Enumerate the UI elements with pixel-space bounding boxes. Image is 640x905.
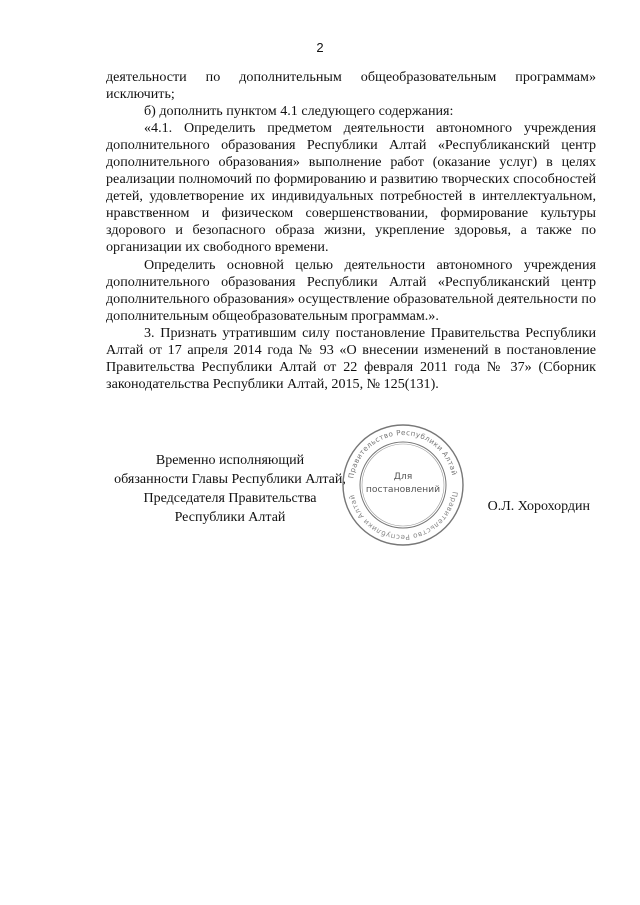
seal-inner-text: постановлений [365, 484, 441, 495]
signatory-title-line: обязанности Главы Республики Алтай, [114, 472, 346, 487]
paragraph: «4.1. Определить предметом деятельности автономного учреждения дополнительного образования Республики Алтай «Республиканский центр дополнительного образования» выполнение работ (оказание услуг) в целях реализации полномочий по формированию и развитию творческих способностей детей, удовлетворение их индивидуальных потребностей в интеллектуальном, нравственном и физическом совершенствовании, формирование культуры здорового и безопасного образа жизни, укрепление здоровья, а также по организации их свободного времени. [106, 120, 596, 256]
signatory-name: О.Л. Хорохордин [487, 499, 590, 514]
official-seal-icon [340, 422, 466, 548]
signatory-title-line: Временно исполняющий [155, 453, 305, 468]
paragraph: деятельности по дополнительным общеобразовательным программам» исключить; [106, 69, 596, 103]
signatory-title-line: Председателя Правительства [143, 491, 317, 506]
signatory-title-line: Республики Алтай [174, 510, 286, 525]
paragraph: б) дополнить пунктом 4.1 следующего содержания: [144, 103, 454, 120]
signatory-title [100, 451, 360, 527]
page-number: 2 [316, 40, 324, 55]
svg-text:Правительство Республики Алтай [347, 491, 460, 542]
document-body [106, 69, 596, 393]
seal-outer-text: Правительство Республики Алтай [346, 427, 460, 480]
paragraph: 3. Признать утратившим силу постановление Правительства Республики Алтай от 17 апреля 2014 года № 93 «О внесении изменений в постановление Правительства Республики Алтай от 22 февраля 2011 года № 37» (Сборник законодательства Республики Алтай, 2015, № 125(131). [106, 324, 596, 392]
paragraph: Определить основной целью деятельности автономного учреждения дополнительного образования Республики Алтай «Республиканский центр дополнительного образования» осуществление образовательной деятельности по дополнительным общеобразовательным программам.». [106, 256, 596, 324]
seal-inner-text: Для [393, 471, 413, 482]
seal-outer-text: Правительство Республики Алтай [346, 490, 460, 543]
